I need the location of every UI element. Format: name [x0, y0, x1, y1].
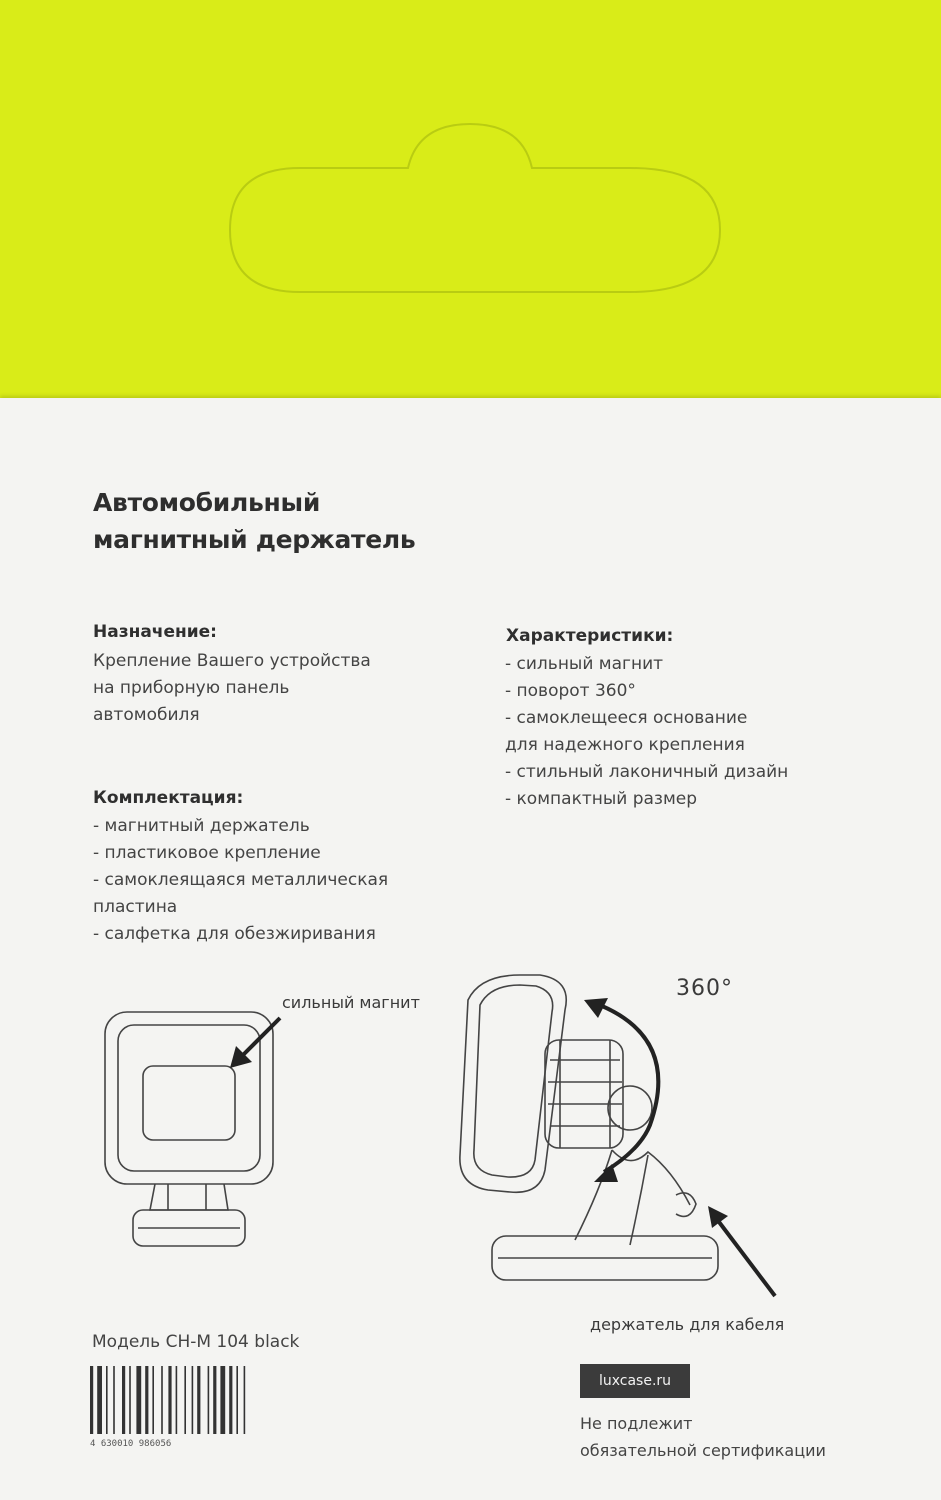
list-item: - компактный размер: [505, 789, 698, 809]
barcode-bar: [168, 1366, 171, 1434]
purpose-line: Крепление Вашего устройства: [93, 651, 371, 671]
barcode-bar: [136, 1366, 141, 1434]
barcode-bar: [213, 1366, 216, 1434]
list-item: - самоклеящаяся металлическая: [93, 870, 389, 890]
barcode-digits: 4 630010 986056: [90, 1439, 172, 1449]
list-item: - поворот 360°: [505, 681, 636, 701]
list-item: - магнитный держатель: [93, 816, 310, 836]
site-badge: luxcase.ru: [580, 1364, 690, 1398]
certification-note: [580, 1410, 826, 1464]
barcode-bar: [208, 1366, 210, 1434]
barcode-bar: [184, 1366, 186, 1434]
barcode-bar: [229, 1366, 232, 1434]
barcode-bar: [220, 1366, 225, 1434]
barcode-bar: [161, 1366, 163, 1434]
barcode-icon: [88, 1358, 266, 1458]
package-heading: Комплектация:: [93, 788, 244, 808]
barcode-bar: [90, 1366, 93, 1434]
magnet-label: сильный магнит: [282, 993, 420, 1012]
purpose-heading: Назначение:: [93, 622, 217, 642]
model-label: Модель CH-M 104 black: [92, 1332, 300, 1352]
rotation-label: 360°: [676, 976, 733, 1001]
barcode-bar: [122, 1366, 125, 1434]
cable-holder-label: держатель для кабеля: [590, 1315, 785, 1334]
barcode-bar: [176, 1366, 178, 1434]
barcode-bar: [192, 1366, 194, 1434]
note-line: обязательной сертификации: [580, 1441, 826, 1460]
barcode-bar: [145, 1366, 148, 1434]
features-heading: Характеристики:: [506, 626, 674, 646]
barcode-bar: [106, 1366, 108, 1434]
rotation-arrow-icon: [584, 998, 658, 1182]
title-line-2: магнитный держатель: [93, 525, 416, 554]
barcode-bar: [244, 1366, 246, 1434]
purpose-line: на приборную панель: [93, 678, 290, 698]
barcode-bar: [129, 1366, 131, 1434]
list-item: - пластиковое крепление: [93, 843, 321, 863]
barcode-bar: [97, 1366, 102, 1434]
barcode-bar: [113, 1366, 115, 1434]
note-line: Не подлежит: [580, 1414, 693, 1433]
list-item: - сильный магнит: [505, 654, 664, 674]
barcode-bar: [152, 1366, 154, 1434]
barcode-bar: [197, 1366, 200, 1434]
list-item: - стильный лаконичный дизайн: [505, 762, 789, 782]
list-item: для надежного крепления: [505, 735, 745, 755]
list-item: - салфетка для обезжиривания: [93, 924, 376, 944]
list-item: пластина: [93, 897, 178, 917]
purpose-line: автомобиля: [93, 705, 200, 725]
title-line-1: Автомобильный: [93, 488, 321, 517]
barcode-bar: [236, 1366, 238, 1434]
list-item: - самоклещееся основание: [505, 708, 748, 728]
